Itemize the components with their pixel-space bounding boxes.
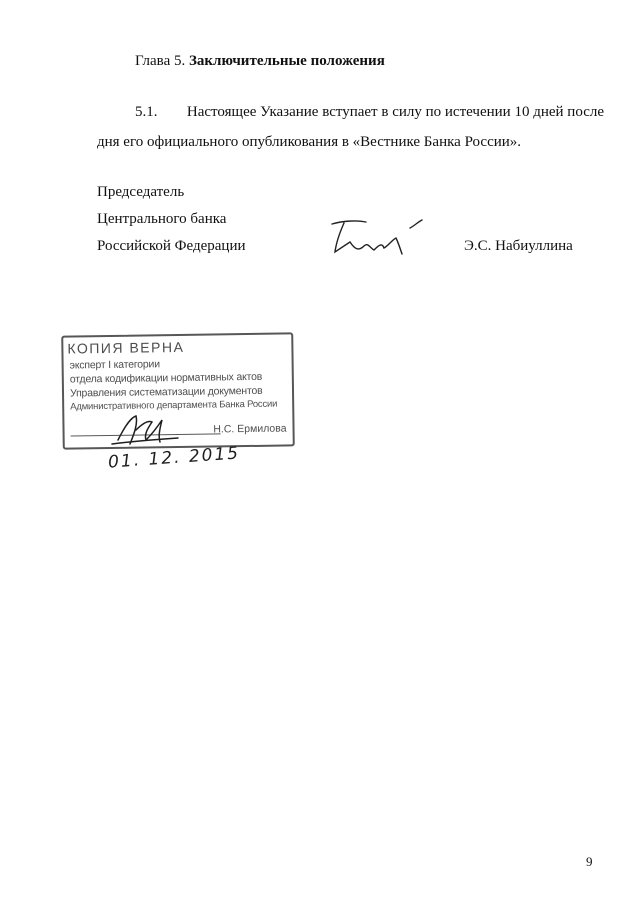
signatory-title-line-2: Центрального банка (97, 211, 227, 227)
handwritten-signature (326, 218, 426, 260)
clause-first-line (135, 103, 604, 121)
chapter-title: Заключительные положения (188, 53, 385, 69)
signatory-title-line-1: Председатель (97, 184, 185, 200)
clause-number: 5.1. (135, 104, 158, 120)
clause-text-line-2: дня его официального опубликования в «Вестнике Банка России». (97, 134, 522, 150)
clause-text-line-1: Настоящее Указание вступает в силу по истечении 10 дней после (186, 104, 604, 120)
stamp-line-1: эксперт I категории (69, 358, 160, 372)
stamp-handwritten-signature (108, 410, 188, 452)
signatory-title-line-3: Российской Федерации (97, 238, 246, 254)
stamp-date: 01. 12. 2015 (107, 443, 241, 473)
signatory-name: Э.С. Набиуллина (464, 238, 573, 254)
chapter-heading (135, 52, 385, 70)
stamp-line-4: Административного департамента Банка России (70, 398, 278, 413)
stamp-line-3: Управления систематизации документов (69, 384, 263, 400)
chapter-label: Глава 5. (135, 53, 186, 69)
stamp-line-2: отдела кодификации нормативных актов (69, 370, 263, 386)
page-number: 9 (586, 854, 593, 869)
stamp-signer-name: Н.С. Ермилова (213, 422, 287, 436)
stamp-title: КОПИЯ ВЕРНА (67, 338, 185, 357)
